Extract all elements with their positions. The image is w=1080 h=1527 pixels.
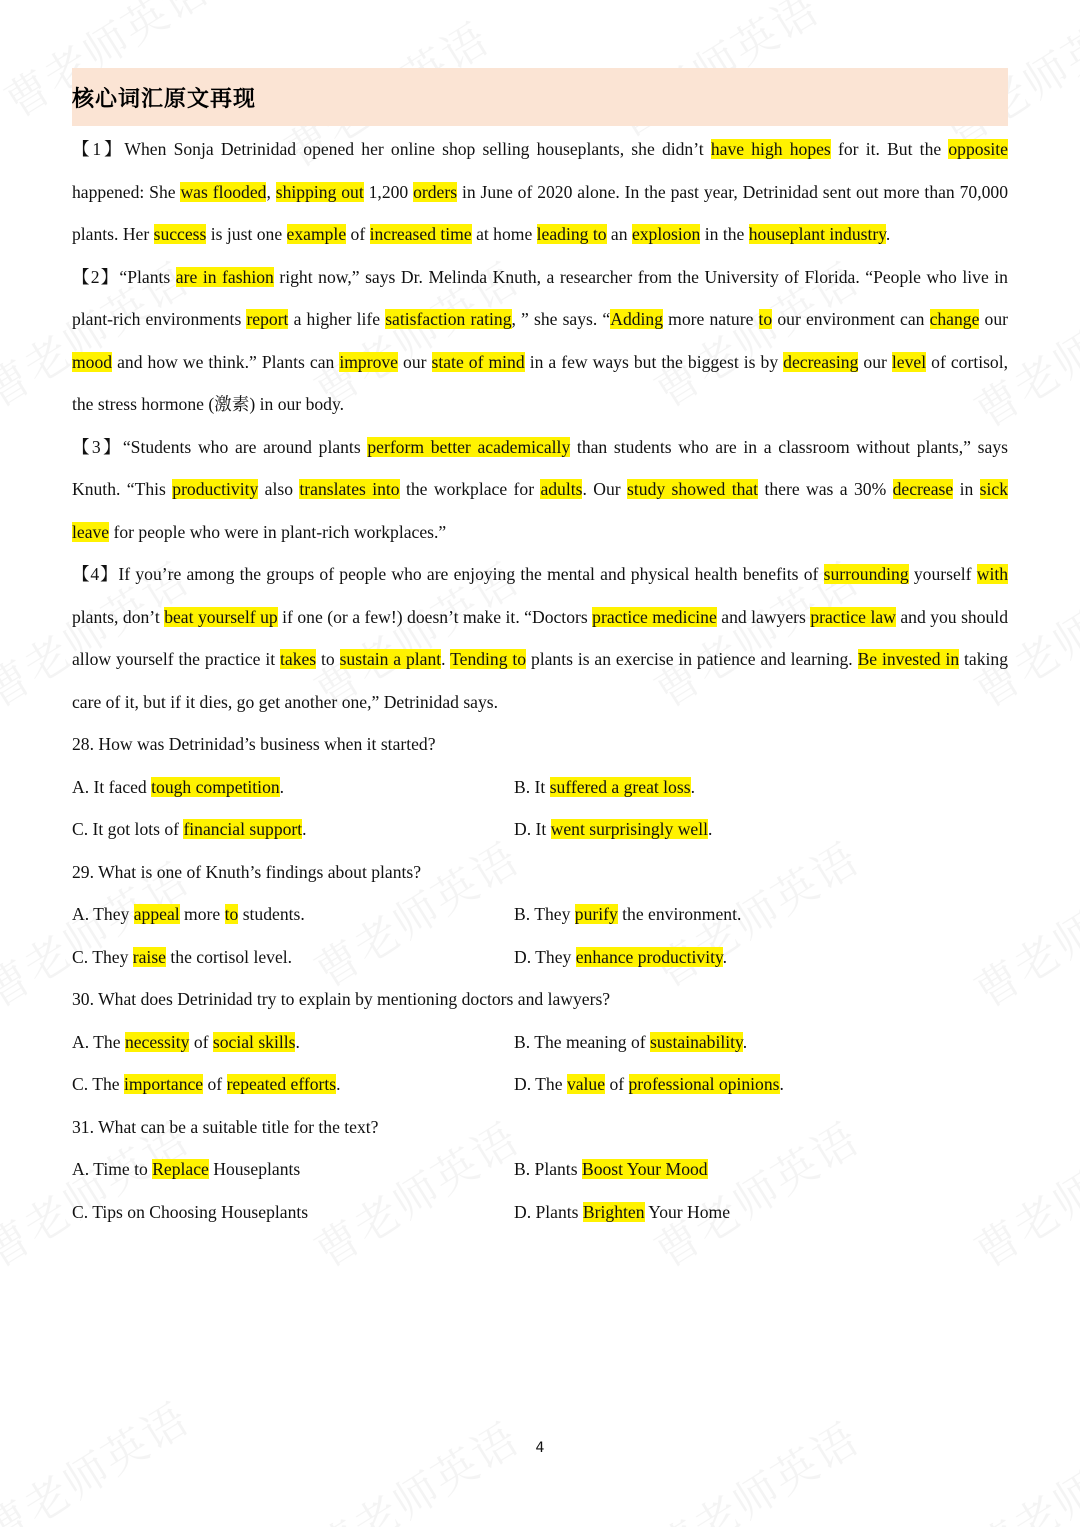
text-run: students. [238, 904, 305, 924]
highlighted-phrase: value [566, 1074, 606, 1094]
text-run: for people who were in plant-rich workplaces.” [109, 521, 447, 542]
text-run: more [179, 904, 225, 924]
text-run: and how we think.” Plants can [112, 351, 340, 372]
text-run: , [266, 181, 276, 202]
option-a [72, 1021, 514, 1064]
highlighted-phrase: productivity [172, 479, 259, 499]
paragraph-1 [72, 128, 1008, 256]
highlighted-phrase: orders [413, 181, 458, 202]
text-run: also [258, 479, 300, 499]
highlighted-phrase: state of mind [431, 351, 525, 372]
text-run: Houseplants [208, 1159, 301, 1179]
text-run: C. The [72, 1074, 124, 1094]
highlighted-phrase: shipping out [275, 181, 364, 202]
highlighted-phrase: raise [132, 946, 166, 967]
text-run: . [708, 819, 713, 839]
text-run: . [441, 649, 451, 669]
highlighted-phrase: surrounding [823, 564, 909, 584]
text-run: our [397, 351, 432, 372]
text-run: is just one [206, 224, 287, 244]
highlighted-phrase: was flooded [180, 181, 267, 202]
paragraph-3 [72, 426, 1008, 554]
text-run: our environment can [772, 309, 930, 329]
option-a [72, 1148, 514, 1191]
highlighted-phrase: to [758, 309, 773, 329]
text-run: plants is an exercise in patience and learning. [526, 649, 858, 669]
text-run: yourself [908, 564, 977, 584]
option-b [514, 1148, 956, 1191]
watermark-text [641, 1404, 870, 1527]
text-run: 【2】“Plants [72, 266, 176, 287]
text-run: D. Plants [514, 1201, 583, 1222]
text-run: B. Plants [514, 1159, 582, 1179]
highlighted-phrase: houseplant industry [748, 224, 886, 244]
text-run: the workplace for [399, 479, 541, 499]
paragraph-2 [72, 256, 1008, 426]
text-run: and lawyers [716, 606, 811, 627]
highlighted-phrase: change [929, 309, 980, 329]
text-run: of cortisol, the stress hormone (激素) in our body. [72, 351, 1009, 414]
highlighted-phrase: satisfaction rating [385, 309, 512, 329]
option-c [72, 1191, 514, 1234]
option-a [72, 893, 514, 936]
text-run: C. It got lots of [72, 819, 184, 839]
watermark-text [301, 1404, 530, 1527]
highlighted-phrase: report [246, 309, 289, 329]
option-d [514, 1063, 956, 1106]
text-run: B. The meaning of [514, 1031, 650, 1052]
highlighted-phrase: sick leave [72, 479, 1008, 542]
highlighted-phrase: practice law [810, 606, 896, 627]
highlighted-phrase: necessity [124, 1031, 190, 1052]
question-stem: 29. What is one of Knuth’s findings about plants? [72, 861, 422, 882]
section-title: 核心词汇原文再现 [72, 86, 257, 112]
highlighted-phrase: increased time [369, 224, 472, 244]
highlighted-phrase: decreasing [783, 351, 859, 372]
highlighted-phrase: tough competition [151, 776, 280, 797]
text-run: in June of 2020 alone. In the past year, Detrinidad sent out more than 70,000 plants. Her [72, 181, 1008, 244]
highlighted-phrase: Adding [610, 309, 664, 329]
text-run: in a few ways but the biggest is by [524, 351, 784, 372]
section-header [72, 68, 1008, 126]
option-b [514, 766, 956, 809]
text-run: more nature [663, 309, 759, 329]
text-run: 【1】When Sonja Detrinidad opened her online shop selling houseplants, she didn’t [72, 139, 711, 159]
text-run: at home [471, 224, 537, 244]
text-run: taking care of it, but if it dies, go get another one,” Detrinidad says. [72, 649, 1008, 712]
question-31 [72, 1106, 1008, 1234]
text-run: . [722, 946, 728, 967]
option-b [514, 893, 956, 936]
text-run: in [953, 479, 980, 499]
text-run: . [779, 1074, 784, 1094]
text-run: our [979, 309, 1008, 329]
highlighted-phrase: repeated efforts [226, 1074, 337, 1094]
text-run: the cortisol level. [165, 946, 293, 967]
text-run: D. It [514, 819, 551, 839]
text-run: . Our [582, 479, 628, 499]
highlighted-phrase: went surprisingly well [550, 819, 709, 839]
document-body [72, 128, 1008, 1233]
question-stem: 31. What can be a suitable title for the text? [72, 1116, 379, 1137]
text-run: our [858, 351, 892, 372]
text-run: right now,” says Dr. Melinda Knuth, a researcher from the University of Florida. “People who live in plant-rich environments [72, 266, 1008, 329]
text-run: the environment. [617, 904, 742, 924]
highlighted-phrase: financial support [183, 819, 303, 839]
option-d [514, 808, 956, 851]
question-stem: 30. What does Detrinidad try to explain by mentioning doctors and lawyers? [72, 989, 611, 1009]
text-run: 【4】If you’re among the groups of people who are enjoying the mental and physical health benefits of [72, 564, 824, 584]
text-run: . [336, 1074, 341, 1094]
highlighted-phrase: with [976, 564, 1009, 584]
text-run: C. Tips on Choosing Houseplants [72, 1201, 309, 1222]
highlighted-phrase: mood [72, 351, 113, 372]
text-run: of [605, 1074, 629, 1094]
text-run: Your Home [644, 1201, 731, 1222]
text-run: . [885, 224, 891, 244]
highlighted-phrase: success [153, 224, 207, 244]
highlighted-phrase: adults [540, 479, 583, 499]
option-d [514, 936, 956, 979]
highlighted-phrase: improve [339, 351, 398, 372]
text-run: and you should allow yourself the practice it [72, 606, 1008, 669]
highlighted-phrase: suffered a great loss [549, 776, 691, 797]
text-run: B. They [514, 904, 575, 924]
text-run: an [606, 224, 632, 244]
highlighted-phrase: Boost Your Mood [581, 1159, 708, 1179]
text-run: B. It [514, 776, 550, 797]
text-run: C. They [72, 946, 133, 967]
highlighted-phrase: study showed that [627, 479, 759, 499]
text-run: happened: She [72, 181, 181, 202]
text-run: . [302, 819, 307, 839]
highlighted-phrase: takes [280, 649, 317, 669]
highlighted-phrase: enhance productivity [575, 946, 723, 967]
question-29 [72, 851, 1008, 979]
highlighted-phrase: opposite [948, 139, 1008, 159]
text-run: 1,200 [363, 181, 414, 202]
text-run: of [346, 224, 370, 244]
question-stem: 28. How was Detrinidad’s business when it started? [72, 734, 436, 754]
highlighted-phrase: translates into [299, 479, 400, 499]
option-a [72, 766, 514, 809]
highlighted-phrase: to [224, 904, 239, 924]
option-b [514, 1021, 956, 1064]
text-run: than students who are in a classroom without plants,” says Knuth. “This [72, 436, 1008, 499]
text-run: . [279, 776, 285, 797]
highlighted-phrase: practice medicine [592, 606, 717, 627]
highlighted-phrase: decrease [892, 479, 954, 499]
text-run: if one (or a few!) doesn’t make it. “Doctors [277, 606, 593, 627]
option-c [72, 936, 514, 979]
text-run: A. Time to [72, 1159, 153, 1179]
text-run: D. The [514, 1074, 567, 1094]
text-run: . [295, 1031, 300, 1052]
highlighted-phrase: beat yourself up [164, 606, 278, 627]
highlighted-phrase: appeal [133, 904, 180, 924]
highlighted-phrase: importance [123, 1074, 204, 1094]
text-run: , ” she says. “ [511, 309, 611, 329]
text-run: for it. But the [830, 139, 949, 159]
highlighted-phrase: perform better academically [367, 436, 571, 457]
highlighted-phrase: social skills [212, 1031, 296, 1052]
text-run: a higher life [288, 309, 386, 329]
highlighted-phrase: professional opinions [628, 1074, 780, 1094]
highlighted-phrase: leading to [536, 224, 607, 244]
highlighted-phrase: explosion [631, 224, 701, 244]
question-30 [72, 978, 1008, 1106]
text-run: plants, don’t [72, 606, 165, 627]
highlighted-phrase: level [891, 351, 927, 372]
text-run: A. It faced [72, 776, 152, 797]
text-run: of [189, 1031, 213, 1052]
highlighted-phrase: Brighten [582, 1201, 645, 1222]
text-run: to [316, 649, 340, 669]
highlighted-phrase: have high hopes [710, 139, 831, 159]
text-run: . [690, 776, 695, 797]
highlighted-phrase: sustainability [650, 1031, 743, 1052]
option-c [72, 808, 514, 851]
option-c [72, 1063, 514, 1106]
highlighted-phrase: purify [574, 904, 618, 924]
text-run: A. The [72, 1031, 125, 1052]
question-28 [72, 723, 1008, 851]
highlighted-phrase: example [286, 224, 347, 244]
option-d [514, 1191, 956, 1234]
highlighted-phrase: are in fashion [175, 266, 274, 287]
paragraph-4 [72, 553, 1008, 723]
text-run: . [742, 1031, 748, 1052]
highlighted-phrase: Be invested in [857, 649, 960, 669]
text-run: of [203, 1074, 227, 1094]
text-run: A. They [72, 904, 134, 924]
watermark-text [961, 1404, 1080, 1527]
text-run: D. They [514, 946, 576, 967]
highlighted-phrase: Replace [152, 1159, 209, 1179]
highlighted-phrase: sustain a plant [339, 649, 442, 669]
page-number: 4 [535, 1440, 545, 1456]
text-run: there was a 30% [758, 479, 893, 499]
text-run: in the [700, 224, 749, 244]
text-run: 【3】“Students who are around plants [72, 436, 368, 457]
highlighted-phrase: Tending to [450, 649, 527, 669]
